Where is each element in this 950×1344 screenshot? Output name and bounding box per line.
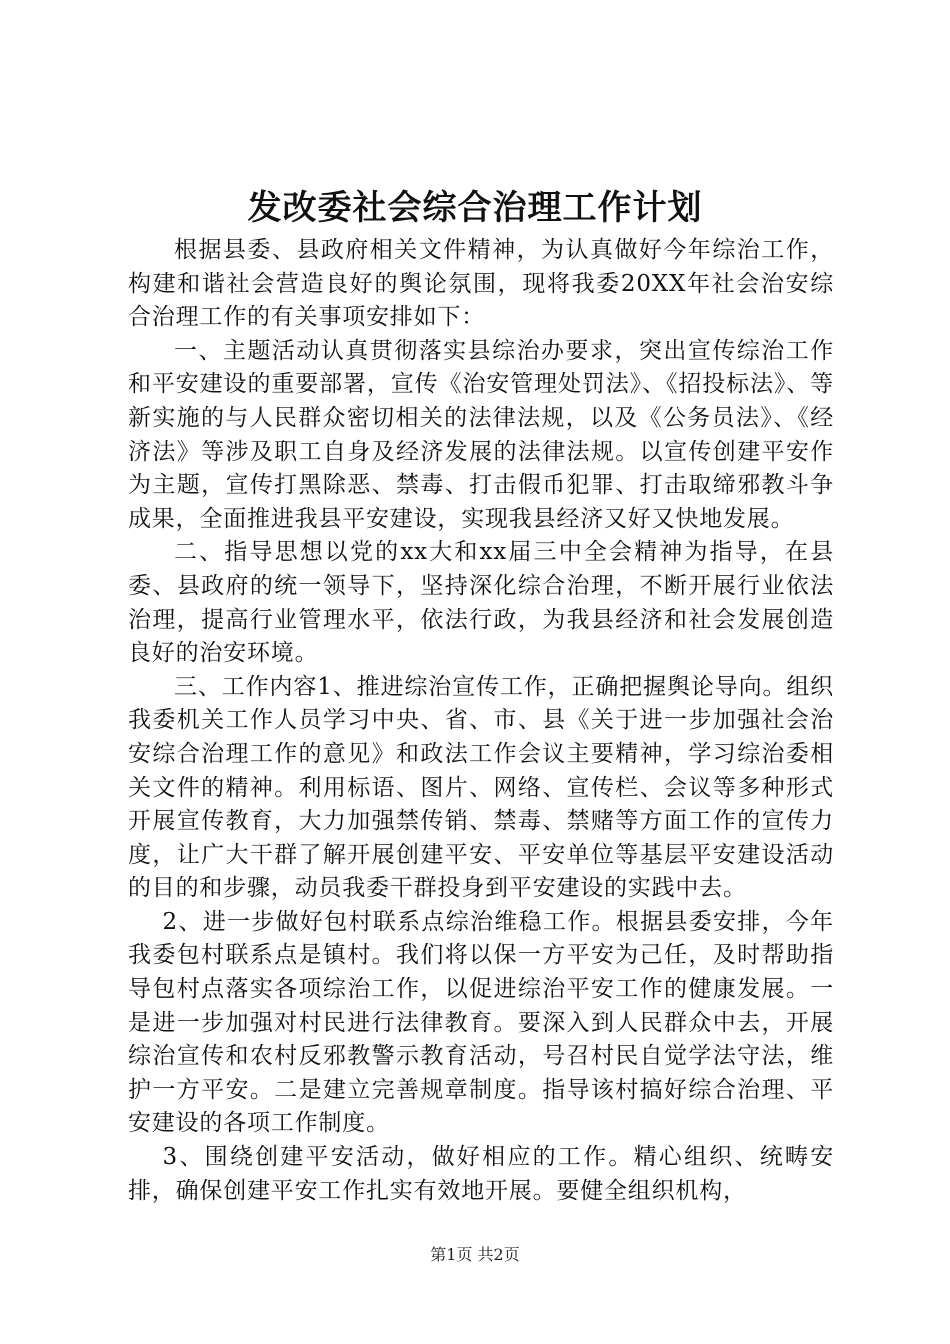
paragraph-theme-activity: 一、主题活动认真贯彻落实县综治办要求，突出宣传综治工作和平安建设的重要部署，宣传《治安管理处罚法》、《招投标法》、等新实施的与人民群众密切相关的法律法规，以及《公务员法》、《经济法》等涉及职工自身及经济发展的法律法规。以宣传创建平安作为主题，宣传打黑除恶、禁毒、打击假币犯罪、打击取缔邪教斗争成果，全面推进我县平安建设，实现我县经济又好又快地发展。 (128, 337, 834, 532)
paragraph-village-contact: 2、进一步做好包村联系点综治维稳工作。根据县委安排，今年我委包村联系点是镇村。我们将以保一方平安为己任，及时帮助指导包村点落实各项综治工作，以促进综治平安工作的健康发展。一是进一步加强对村民进行法律教育。要深入到人民群众中去，开展综治宣传和农村反邪教警示教育活动，号召村民自觉学法守法，维护一方平安。二是建立完善规章制度。指导该村搞好综合治理、平安建设的各项工作制度。 (128, 908, 834, 1137)
paragraph-safety-activity: 3、围绕创建平安活动，做好相应的工作。精心组织、统畴安排，确保创建平安工作扎实有效地开展。要健全组织机构， (128, 1144, 834, 1204)
document-title: 发改委社会综合治理工作计划 (247, 188, 703, 228)
page-footer: 第1页 共2页 (430, 1245, 520, 1264)
paragraph-guiding-ideology: 二、指导思想以党的xx大和xx届三中全会精神为指导，在县委、县政府的统一领导下，坚持深化综合治理，不断开展行业依法治理，提高行业管理水平，依法行政，为我县经济和社会发展创造良好的治安环境。 (128, 539, 834, 667)
document-body (128, 234, 834, 1208)
paragraph-intro: 根据县委、县政府相关文件精神，为认真做好今年综治工作，构建和谐社会营造良好的舆论氛围，现将我委20XX年社会治安综合治理工作的有关事项安排如下： (128, 237, 834, 331)
paragraph-work-content: 三、工作内容1、推进综治宣传工作，正确把握舆论导向。组织我委机关工作人员学习中央、省、市、县《关于进一步加强社会治安综合治理工作的意见》和政法工作会议主要精神，学习综治委相关文件的精神。利用标语、图片、网络、宣传栏、会议等多种形式开展宣传教育，大力加强禁传销、禁毒、禁赌等方面工作的宣传力度，让广大干群了解开展创建平安、平安单位等基层平安建设活动的目的和步骤，动员我委干群投身到平安建设的实践中去。 (128, 673, 834, 902)
